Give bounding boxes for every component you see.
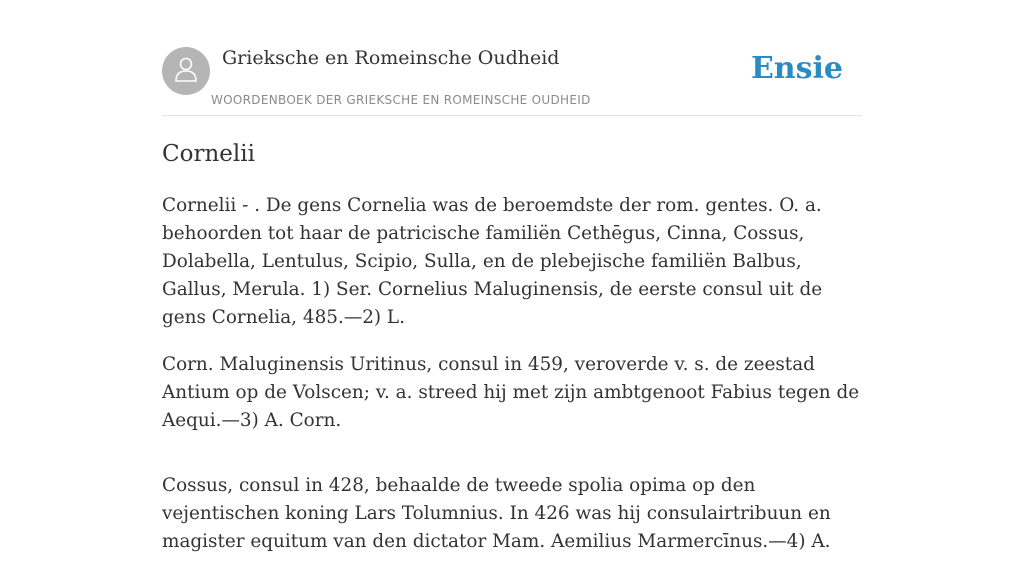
site-header [162, 0, 862, 116]
brand-logo[interactable]: Ensie [750, 51, 843, 86]
user-icon [171, 54, 201, 89]
entry-paragraph: Cornelii - . De gens Cornelia was de beroemdste der rom. gentes. O. a. behoorden tot haar de patricische familiën Cethēgus, Cinna, Cossus, Dolabella, Lentulus, Scipio, Sulla, en de plebejische familiën Balbus, Gallus, Merula. 1) Ser. Cornelius Maluginensis, de eerste consul uit de gens Cornelia, 485.—2) L. [162, 195, 823, 328]
site-title[interactable]: Grieksche en Romeinsche Oudheid [222, 47, 560, 69]
content-container [162, 0, 862, 552]
site-subtitle[interactable]: WOORDENBOEK DER GRIEKSCHE EN ROMEINSCHE OUDHEID [211, 93, 591, 107]
entry-paragraph: Cossus, consul in 428, behaalde de tweede spolia opima op den vejentischen koning Lars Tolumnius. In 426 was hij consulairtribuun en magister equitum van den dictator Mam. Aemilius Marmercīnus.—4) A. [162, 475, 831, 552]
entry-body [162, 192, 862, 575]
entry-title: Cornelii [162, 141, 255, 167]
avatar[interactable] [162, 47, 210, 95]
entry-paragraph: Corn. Maluginensis Uritinus, consul in 459, veroverde v. s. de zeestad Antium op de Volscen; v. a. streed hij met zijn ambtgenoot Fabius tegen de Aequi.—3) A. Corn. [162, 354, 860, 431]
